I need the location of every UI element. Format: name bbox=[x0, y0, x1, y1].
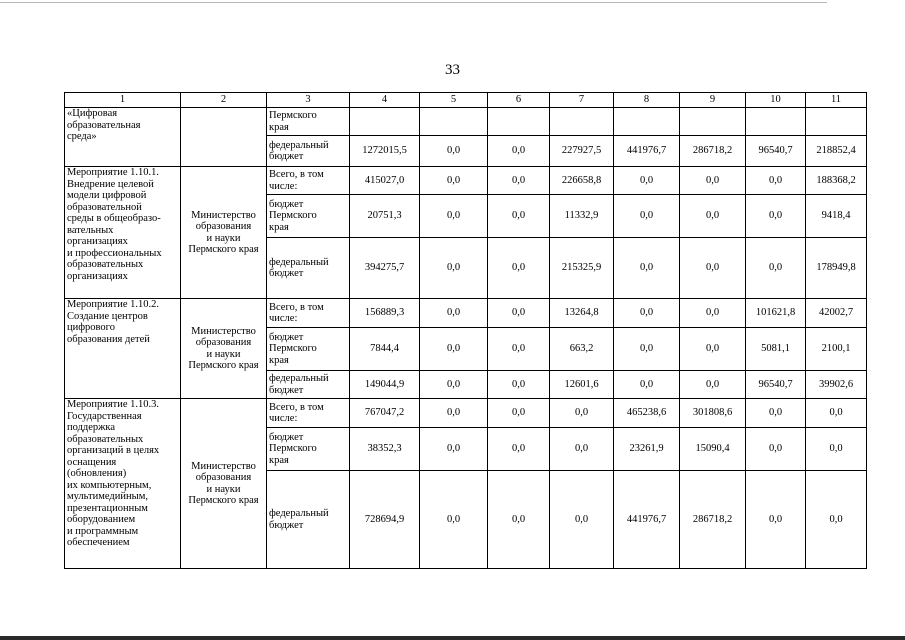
amount-cell-col-5: 0,0 bbox=[420, 136, 488, 167]
amount-cell-col-5 bbox=[420, 108, 488, 136]
amount-cell-col-8: 0,0 bbox=[614, 238, 680, 299]
amount-cell-col-10: 101621,8 bbox=[746, 299, 806, 328]
amount-cell-col-7: 226658,8 bbox=[550, 167, 614, 195]
amount-cell-col-6 bbox=[488, 108, 550, 136]
funding-source: Всего, в том числе: bbox=[267, 299, 350, 328]
amount-cell-col-7: 0,0 bbox=[550, 399, 614, 428]
amount-cell-col-10: 0,0 bbox=[746, 195, 806, 238]
executor: Министерство образования и науки Пермского края bbox=[181, 399, 267, 569]
measure-name: Мероприятие 1.10.1. Внедрение целевой модели цифровой образовательной среды в общеобразо- вательных организациях и профессиональных образовательных организациях bbox=[65, 167, 181, 299]
amount-cell-col-6: 0,0 bbox=[488, 136, 550, 167]
page-number: 33 bbox=[445, 62, 460, 78]
table-row bbox=[65, 399, 867, 428]
amount-cell-col-9: 15090,4 bbox=[680, 428, 746, 471]
amount-cell-col-11: 0,0 bbox=[806, 471, 867, 569]
amount-cell-col-8: 0,0 bbox=[614, 299, 680, 328]
amount-cell-col-5: 0,0 bbox=[420, 238, 488, 299]
amount-cell-col-7: 0,0 bbox=[550, 428, 614, 471]
scan-edge-bottom bbox=[0, 636, 905, 640]
amount-cell-col-4: 7844,4 bbox=[350, 328, 420, 371]
amount-cell-col-8: 0,0 bbox=[614, 328, 680, 371]
executor: Министерство образования и науки Пермского края bbox=[181, 167, 267, 299]
column-number-2: 2 bbox=[181, 93, 267, 108]
amount-cell-col-10: 0,0 bbox=[746, 167, 806, 195]
funding-source: Всего, в том числе: bbox=[267, 399, 350, 428]
amount-cell-col-8: 465238,6 bbox=[614, 399, 680, 428]
column-number-row bbox=[65, 93, 867, 108]
amount-cell-col-6: 0,0 bbox=[488, 471, 550, 569]
amount-cell-col-8: 441976,7 bbox=[614, 471, 680, 569]
column-number-8: 8 bbox=[614, 93, 680, 108]
amount-cell-col-8 bbox=[614, 108, 680, 136]
amount-cell-col-5: 0,0 bbox=[420, 195, 488, 238]
amount-cell-col-10 bbox=[746, 108, 806, 136]
amount-cell-col-7: 215325,9 bbox=[550, 238, 614, 299]
funding-source: бюджет Пермского края bbox=[267, 328, 350, 371]
amount-cell-col-7: 13264,8 bbox=[550, 299, 614, 328]
amount-cell-col-5: 0,0 bbox=[420, 328, 488, 371]
amount-cell-col-5: 0,0 bbox=[420, 299, 488, 328]
amount-cell-col-4: 415027,0 bbox=[350, 167, 420, 195]
table-row bbox=[65, 167, 867, 195]
column-number-7: 7 bbox=[550, 93, 614, 108]
column-number-1: 1 bbox=[65, 93, 181, 108]
amount-cell-col-6: 0,0 bbox=[488, 328, 550, 371]
amount-cell-col-8: 441976,7 bbox=[614, 136, 680, 167]
amount-cell-col-11: 42002,7 bbox=[806, 299, 867, 328]
amount-cell-col-9: 0,0 bbox=[680, 238, 746, 299]
amount-cell-col-5: 0,0 bbox=[420, 471, 488, 569]
amount-cell-col-7: 12601,6 bbox=[550, 371, 614, 399]
column-number-10: 10 bbox=[746, 93, 806, 108]
amount-cell-col-8: 0,0 bbox=[614, 371, 680, 399]
measure-name: Мероприятие 1.10.3. Государственная поддержка образовательных организаций в целях оснащения (обновления) их компьютерным, мультимедийным, презентационным оборудованием и программным обеспечением bbox=[65, 399, 181, 569]
column-number-9: 9 bbox=[680, 93, 746, 108]
amount-cell-col-7: 0,0 bbox=[550, 471, 614, 569]
amount-cell-col-10: 96540,7 bbox=[746, 136, 806, 167]
amount-cell-col-6: 0,0 bbox=[488, 428, 550, 471]
amount-cell-col-6: 0,0 bbox=[488, 399, 550, 428]
amount-cell-col-7 bbox=[550, 108, 614, 136]
table-row bbox=[65, 299, 867, 328]
funding-source: бюджет Пермского края bbox=[267, 428, 350, 471]
amount-cell-col-4: 20751,3 bbox=[350, 195, 420, 238]
amount-cell-col-5: 0,0 bbox=[420, 167, 488, 195]
amount-cell-col-7: 663,2 bbox=[550, 328, 614, 371]
amount-cell-col-6: 0,0 bbox=[488, 371, 550, 399]
amount-cell-col-7: 227927,5 bbox=[550, 136, 614, 167]
amount-cell-col-9: 0,0 bbox=[680, 299, 746, 328]
amount-cell-col-5: 0,0 bbox=[420, 428, 488, 471]
funding-source: федеральный бюджет bbox=[267, 136, 350, 167]
amount-cell-col-8: 0,0 bbox=[614, 167, 680, 195]
amount-cell-col-4: 394275,7 bbox=[350, 238, 420, 299]
amount-cell-col-4: 149044,9 bbox=[350, 371, 420, 399]
funding-source: федеральный бюджет bbox=[267, 371, 350, 399]
amount-cell-col-10: 96540,7 bbox=[746, 371, 806, 399]
measure-name: Мероприятие 1.10.2. Создание центров цифрового образования детей bbox=[65, 299, 181, 399]
funding-source: федеральный бюджет bbox=[267, 471, 350, 569]
amount-cell-col-5: 0,0 bbox=[420, 371, 488, 399]
budget-table bbox=[64, 92, 867, 569]
amount-cell-col-11: 0,0 bbox=[806, 399, 867, 428]
amount-cell-col-11 bbox=[806, 108, 867, 136]
amount-cell-col-11: 2100,1 bbox=[806, 328, 867, 371]
amount-cell-col-9: 0,0 bbox=[680, 371, 746, 399]
amount-cell-col-4: 1272015,5 bbox=[350, 136, 420, 167]
amount-cell-col-6: 0,0 bbox=[488, 238, 550, 299]
scan-edge-top bbox=[0, 2, 827, 3]
funding-source: федеральный бюджет bbox=[267, 238, 350, 299]
table-row bbox=[65, 108, 867, 136]
measure-name: «Цифровая образовательная среда» bbox=[65, 108, 181, 167]
executor bbox=[181, 108, 267, 167]
amount-cell-col-10: 0,0 bbox=[746, 428, 806, 471]
amount-cell-col-6: 0,0 bbox=[488, 299, 550, 328]
amount-cell-col-9: 0,0 bbox=[680, 328, 746, 371]
amount-cell-col-7: 11332,9 bbox=[550, 195, 614, 238]
amount-cell-col-4: 728694,9 bbox=[350, 471, 420, 569]
amount-cell-col-9: 286718,2 bbox=[680, 471, 746, 569]
amount-cell-col-9 bbox=[680, 108, 746, 136]
column-number-4: 4 bbox=[350, 93, 420, 108]
amount-cell-col-9: 301808,6 bbox=[680, 399, 746, 428]
amount-cell-col-8: 0,0 bbox=[614, 195, 680, 238]
column-number-6: 6 bbox=[488, 93, 550, 108]
amount-cell-col-5: 0,0 bbox=[420, 399, 488, 428]
amount-cell-col-9: 286718,2 bbox=[680, 136, 746, 167]
column-number-11: 11 bbox=[806, 93, 867, 108]
amount-cell-col-9: 0,0 bbox=[680, 167, 746, 195]
amount-cell-col-11: 9418,4 bbox=[806, 195, 867, 238]
amount-cell-col-9: 0,0 bbox=[680, 195, 746, 238]
amount-cell-col-4: 767047,2 bbox=[350, 399, 420, 428]
amount-cell-col-11: 39902,6 bbox=[806, 371, 867, 399]
amount-cell-col-10: 5081,1 bbox=[746, 328, 806, 371]
amount-cell-col-10: 0,0 bbox=[746, 471, 806, 569]
amount-cell-col-4: 38352,3 bbox=[350, 428, 420, 471]
column-number-5: 5 bbox=[420, 93, 488, 108]
amount-cell-col-11: 178949,8 bbox=[806, 238, 867, 299]
amount-cell-col-11: 188368,2 bbox=[806, 167, 867, 195]
funding-source: Всего, в том числе: bbox=[267, 167, 350, 195]
amount-cell-col-4: 156889,3 bbox=[350, 299, 420, 328]
amount-cell-col-11: 218852,4 bbox=[806, 136, 867, 167]
amount-cell-col-6: 0,0 bbox=[488, 195, 550, 238]
amount-cell-col-10: 0,0 bbox=[746, 399, 806, 428]
amount-cell-col-10: 0,0 bbox=[746, 238, 806, 299]
funding-source: бюджет Пермского края bbox=[267, 195, 350, 238]
amount-cell-col-6: 0,0 bbox=[488, 167, 550, 195]
amount-cell-col-8: 23261,9 bbox=[614, 428, 680, 471]
executor: Министерство образования и науки Пермского края bbox=[181, 299, 267, 399]
amount-cell-col-11: 0,0 bbox=[806, 428, 867, 471]
amount-cell-col-4 bbox=[350, 108, 420, 136]
funding-source: Пермского края bbox=[267, 108, 350, 136]
column-number-3: 3 bbox=[267, 93, 350, 108]
